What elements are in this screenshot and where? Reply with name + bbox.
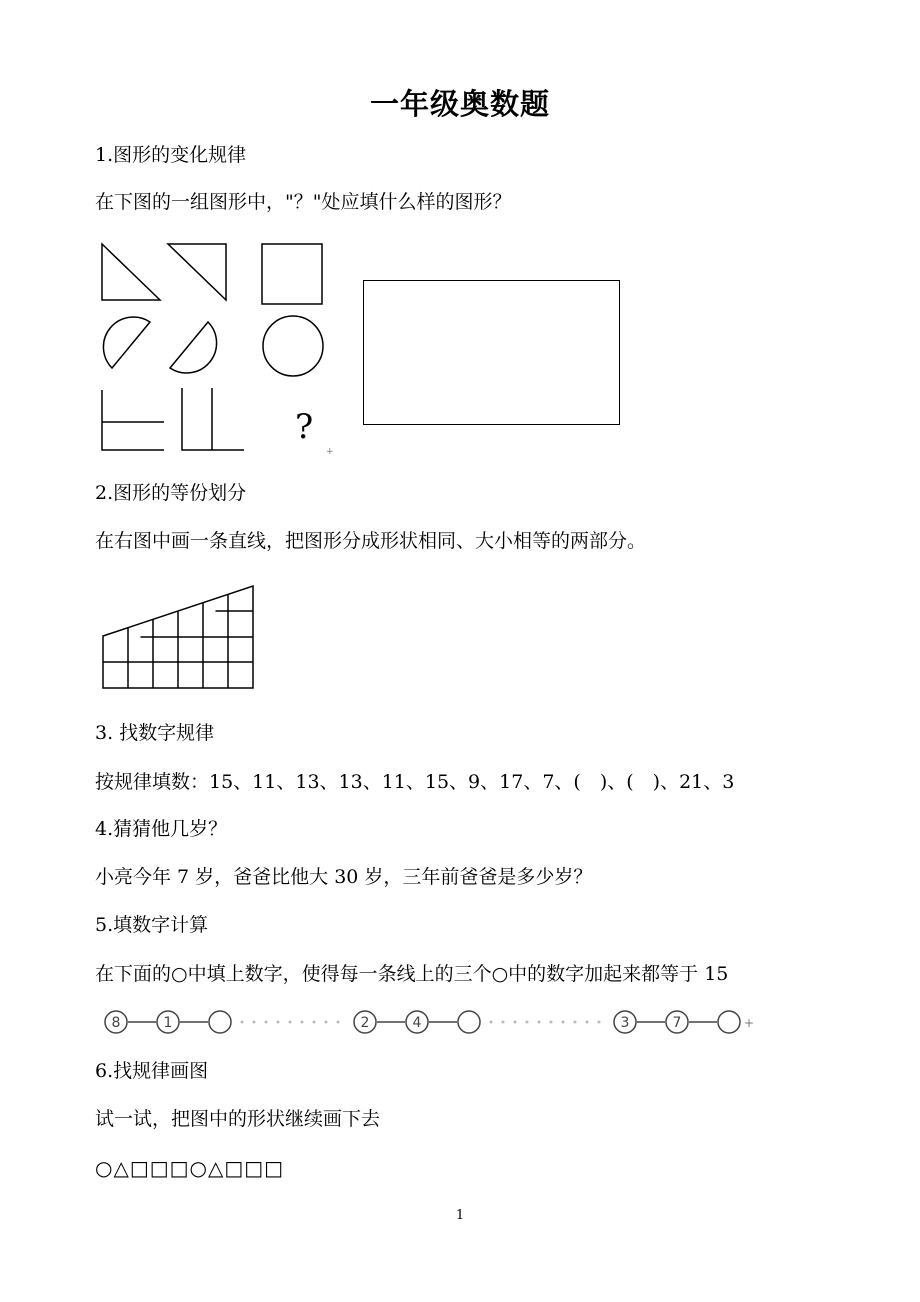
square-shape xyxy=(262,244,322,304)
q1-shape-pattern xyxy=(90,236,350,458)
question-mark: ? xyxy=(295,407,314,447)
page-title: 一年级奥数题 xyxy=(369,87,550,121)
chain-circle xyxy=(209,1011,231,1033)
l-shape-vertical xyxy=(182,388,244,450)
q1-heading: 1.图形的变化规律 xyxy=(95,144,247,166)
chain-number: 1 xyxy=(163,1015,173,1031)
chain-number: 8 xyxy=(111,1015,121,1031)
q5-heading: 5.填数字计算 xyxy=(95,914,209,936)
semicircle-left-shape xyxy=(103,317,150,368)
chain-circle xyxy=(458,1011,480,1033)
q5-prompt: 在下面的○中填上数字，使得每一条线上的三个○中的数字加起来都等于 15 xyxy=(95,963,729,985)
chain-number: 2 xyxy=(360,1015,370,1031)
svg-text:+: + xyxy=(744,1016,755,1030)
q6-prompt: 试一试，把图中的形状继续画下去 xyxy=(95,1108,381,1130)
q6-heading: 6.找规律画图 xyxy=(95,1060,209,1082)
q4-heading: 4.猜猜他几岁？ xyxy=(95,818,228,840)
chain-number: 3 xyxy=(620,1015,630,1031)
svg-text:+: + xyxy=(326,447,334,457)
chain-number: 7 xyxy=(672,1015,682,1031)
chain-circle xyxy=(718,1011,740,1033)
triangle-left-shape xyxy=(102,244,160,300)
q2-grid-trapezoid[interactable] xyxy=(98,582,258,692)
q1-prompt: 在下图的一组图形中，"？"处应填什么样的图形？ xyxy=(95,191,512,213)
q2-heading: 2.图形的等份划分 xyxy=(95,482,247,504)
l-shape-horizontal xyxy=(102,390,164,450)
q5-circle-chain xyxy=(100,1006,760,1038)
q6-shape-sequence: ○△□□□○△□□□ xyxy=(95,1156,285,1180)
page-number: 1 xyxy=(455,1208,465,1223)
triangle-right-shape xyxy=(168,244,226,300)
chain-number: 4 xyxy=(412,1015,422,1031)
q4-prompt: 小亮今年 7 岁，爸爸比他大 30 岁，三年前爸爸是多少岁？ xyxy=(95,866,593,888)
q2-prompt: 在右图中画一条直线，把图形分成形状相同、大小相等的两部分。 xyxy=(95,530,647,552)
circle-shape xyxy=(263,316,323,376)
semicircle-right-shape xyxy=(170,322,217,373)
q3-prompt: 按规律填数：15、11、13、13、11、15、9、17、7、( )、( )、21、3 xyxy=(95,771,735,793)
q1-answer-box[interactable] xyxy=(363,280,620,425)
q3-heading: 3. 找数字规律 xyxy=(95,722,215,744)
